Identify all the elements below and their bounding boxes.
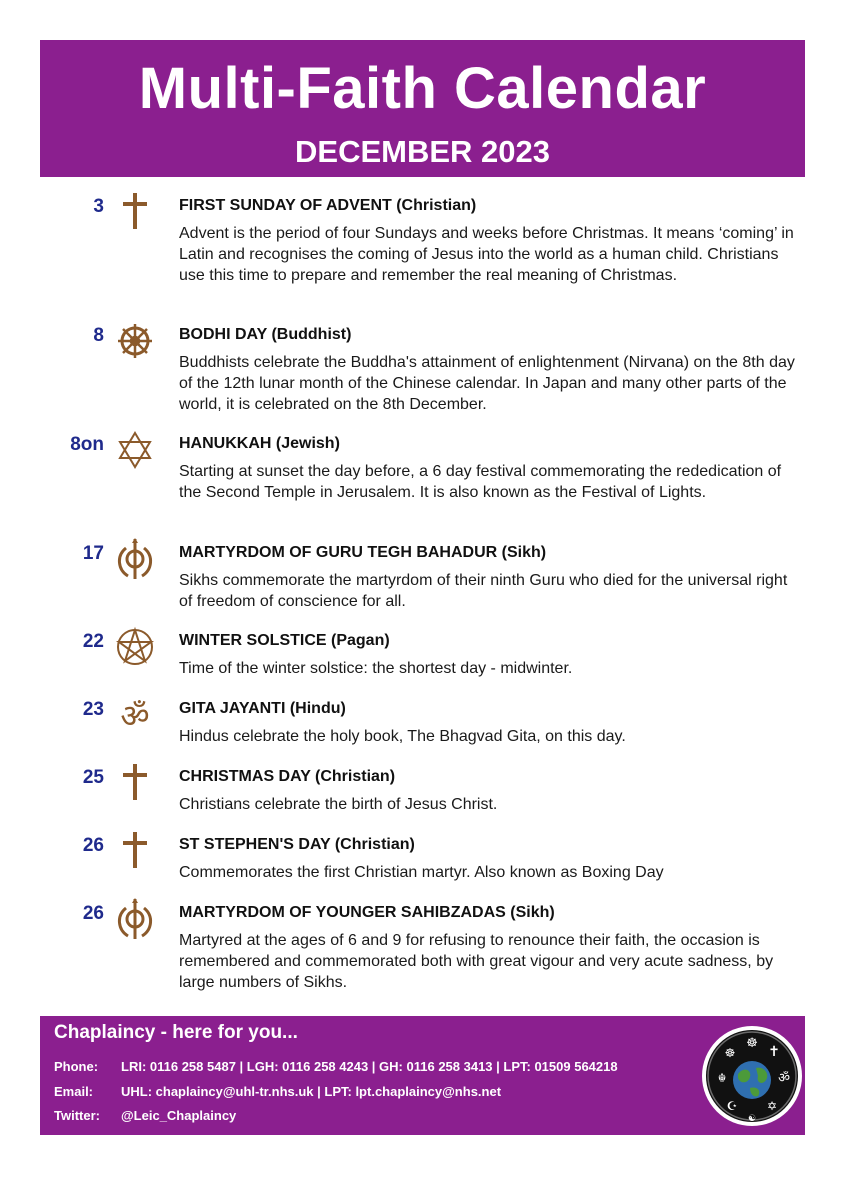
svg-text:ॐ: ॐ: [778, 1071, 790, 1086]
phone-numbers: LRI: 0116 258 5487 | LGH: 0116 258 4243 | GH: 0116 258 3413 | LPT: 01509 564218: [121, 1059, 618, 1074]
event-description: Hindus celebrate the holy book, The Bhagvad Gita, on this day.: [179, 728, 626, 745]
cross-icon: [114, 191, 156, 233]
phone-label: Phone:: [54, 1059, 99, 1074]
svg-text:✡: ✡: [766, 1099, 778, 1113]
calendar-header: [40, 40, 805, 177]
svg-text:☯: ☯: [747, 1114, 757, 1124]
event-name: WINTER SOLSTICE (Pagan): [179, 632, 390, 649]
pentacle-icon: [114, 626, 156, 668]
svg-text:✝: ✝: [768, 1044, 780, 1060]
event-name: ST STEPHEN'S DAY (Christian): [179, 836, 415, 853]
event-date: 25: [82, 767, 104, 788]
event-date: 17: [82, 543, 104, 564]
event-date: 3: [93, 196, 104, 217]
cross-icon: [114, 830, 156, 872]
event-name: FIRST SUNDAY OF ADVENT (Christian): [179, 197, 477, 214]
event-name: MARTYRDOM OF GURU TEGH BAHADUR (Sikh): [179, 544, 547, 561]
email-label: Email:: [54, 1084, 94, 1099]
svg-text:☬: ☬: [717, 1071, 727, 1085]
twitter-row: [54, 1108, 236, 1123]
event-description: Martyred at the ages of 6 and 9 for refusing to renounce their faith, the occasion is remembered and commemorated both with great vigour and very acute sadness, by large numbers of Sikhs.: [179, 932, 774, 991]
email-addresses[interactable]: UHL: chaplaincy@uhl-tr.nhs.uk | LPT: lpt.chaplaincy@nhs.net: [121, 1084, 502, 1099]
twitter-label: Twitter:: [54, 1108, 100, 1123]
event-date: 22: [82, 631, 104, 652]
event-description: Christians celebrate the birth of Jesus Christ.: [179, 796, 498, 813]
event-description: Starting at sunset the day before, a 6 day festival commemorating the rededication of the Second Temple in Jerusalem. It is also known as the Festival of Lights.: [179, 463, 782, 501]
event-description: Commemorates the first Christian martyr. Also known as Boxing Day: [179, 864, 664, 881]
event-name: CHRISTMAS DAY (Christian): [179, 768, 396, 785]
event-description: Time of the winter solstice: the shortest day - midwinter.: [179, 660, 573, 677]
event-date: 23: [82, 699, 104, 720]
event-description: Sikhs commemorate the martyrdom of their ninth Guru who died for the universal right of freedom of conscience for all.: [179, 572, 788, 610]
svg-text:ॐ: ॐ: [120, 697, 150, 735]
event-date: 26: [82, 903, 104, 924]
event-name: BODHI DAY (Buddhist): [179, 326, 352, 343]
event-name: HANUKKAH (Jewish): [179, 435, 340, 452]
event-description: Buddhists celebrate the Buddha's attainment of enlightenment (Nirvana) on the 8th day of the 12th lunar month of the Chinese calendar. In Japan and many other parts of the world, it is celebrated on the 8th December.: [179, 354, 795, 413]
khanda-icon: [114, 898, 156, 940]
email-row: [54, 1084, 501, 1099]
cross-icon: [114, 762, 156, 804]
multi-faith-globe-icon: [700, 1022, 804, 1130]
svg-text:☸: ☸: [724, 1046, 736, 1060]
event-date: 8: [93, 325, 104, 346]
phone-row: [54, 1059, 618, 1074]
om-icon: [114, 694, 156, 736]
contact-footer: [40, 1016, 805, 1135]
page-title: Multi-Faith Calendar: [138, 56, 707, 121]
footer-tagline: Chaplaincy - here for you...: [54, 1022, 298, 1043]
dharma-wheel-icon: [114, 320, 156, 362]
event-description: Advent is the period of four Sundays and weeks before Christmas. It means ‘coming’ in Latin and recognises the coming of Jesus into the world as a human child. Christians use this time to prepare and remember the real meaning of Christmas.: [179, 225, 794, 284]
event-name: MARTYRDOM OF YOUNGER SAHIBZADAS (Sikh): [179, 904, 555, 921]
svg-text:☸: ☸: [746, 1036, 758, 1051]
star-of-david-icon: [114, 429, 156, 471]
event-date: 8on: [70, 434, 104, 455]
twitter-handle[interactable]: @Leic_Chaplaincy: [121, 1108, 237, 1123]
month-title: DECEMBER 2023: [295, 134, 550, 169]
event-name: GITA JAYANTI (Hindu): [179, 700, 346, 717]
event-date: 26: [82, 835, 104, 856]
khanda-icon: [114, 538, 156, 580]
svg-text:☪: ☪: [726, 1099, 738, 1113]
